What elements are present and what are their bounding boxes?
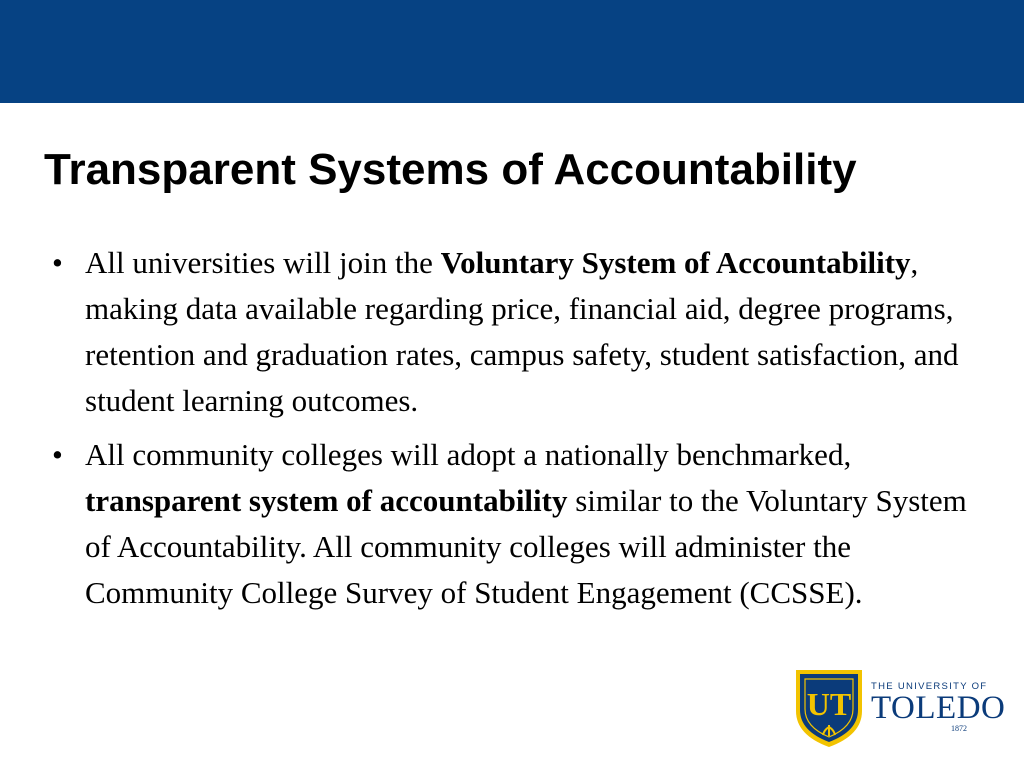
bullet-text-after: , making data available regarding price, financial aid, degree programs, retention and graduation rates, campus safety, student satisfaction, and student learning outcomes.: [85, 245, 959, 418]
university-logo: [793, 667, 1005, 749]
logo-monogram: UT: [806, 686, 852, 722]
bullet-item-universities: [52, 240, 982, 424]
bullet-list: [52, 240, 982, 624]
bullet-item-community-colleges: [52, 432, 982, 616]
bullet-text-before: All universities will join the: [85, 245, 441, 280]
slide-title: Transparent Systems of Accountability: [44, 145, 857, 194]
header-band: [0, 0, 1024, 103]
bullet-text-after: similar to the Voluntary System of Accountability. All community colleges will administer the Community College Survey of Student Engagement (CCSSE).: [85, 483, 967, 610]
bullet-bold-text: transparent system of accountability: [85, 483, 568, 518]
logo-wordmark: [871, 681, 1006, 734]
bullet-marker: •: [52, 437, 63, 472]
bullet-marker: •: [52, 245, 63, 280]
logo-year: 1872: [951, 724, 967, 733]
university-shield-icon: [793, 667, 865, 749]
logo-line-toledo: TOLEDO: [871, 690, 1006, 726]
logo-line-university-of: THE UNIVERSITY OF: [871, 681, 988, 692]
bullet-text-before: All community colleges will adopt a nationally benchmarked,: [85, 437, 852, 472]
bullet-bold-text: Voluntary System of Accountability: [440, 245, 911, 280]
